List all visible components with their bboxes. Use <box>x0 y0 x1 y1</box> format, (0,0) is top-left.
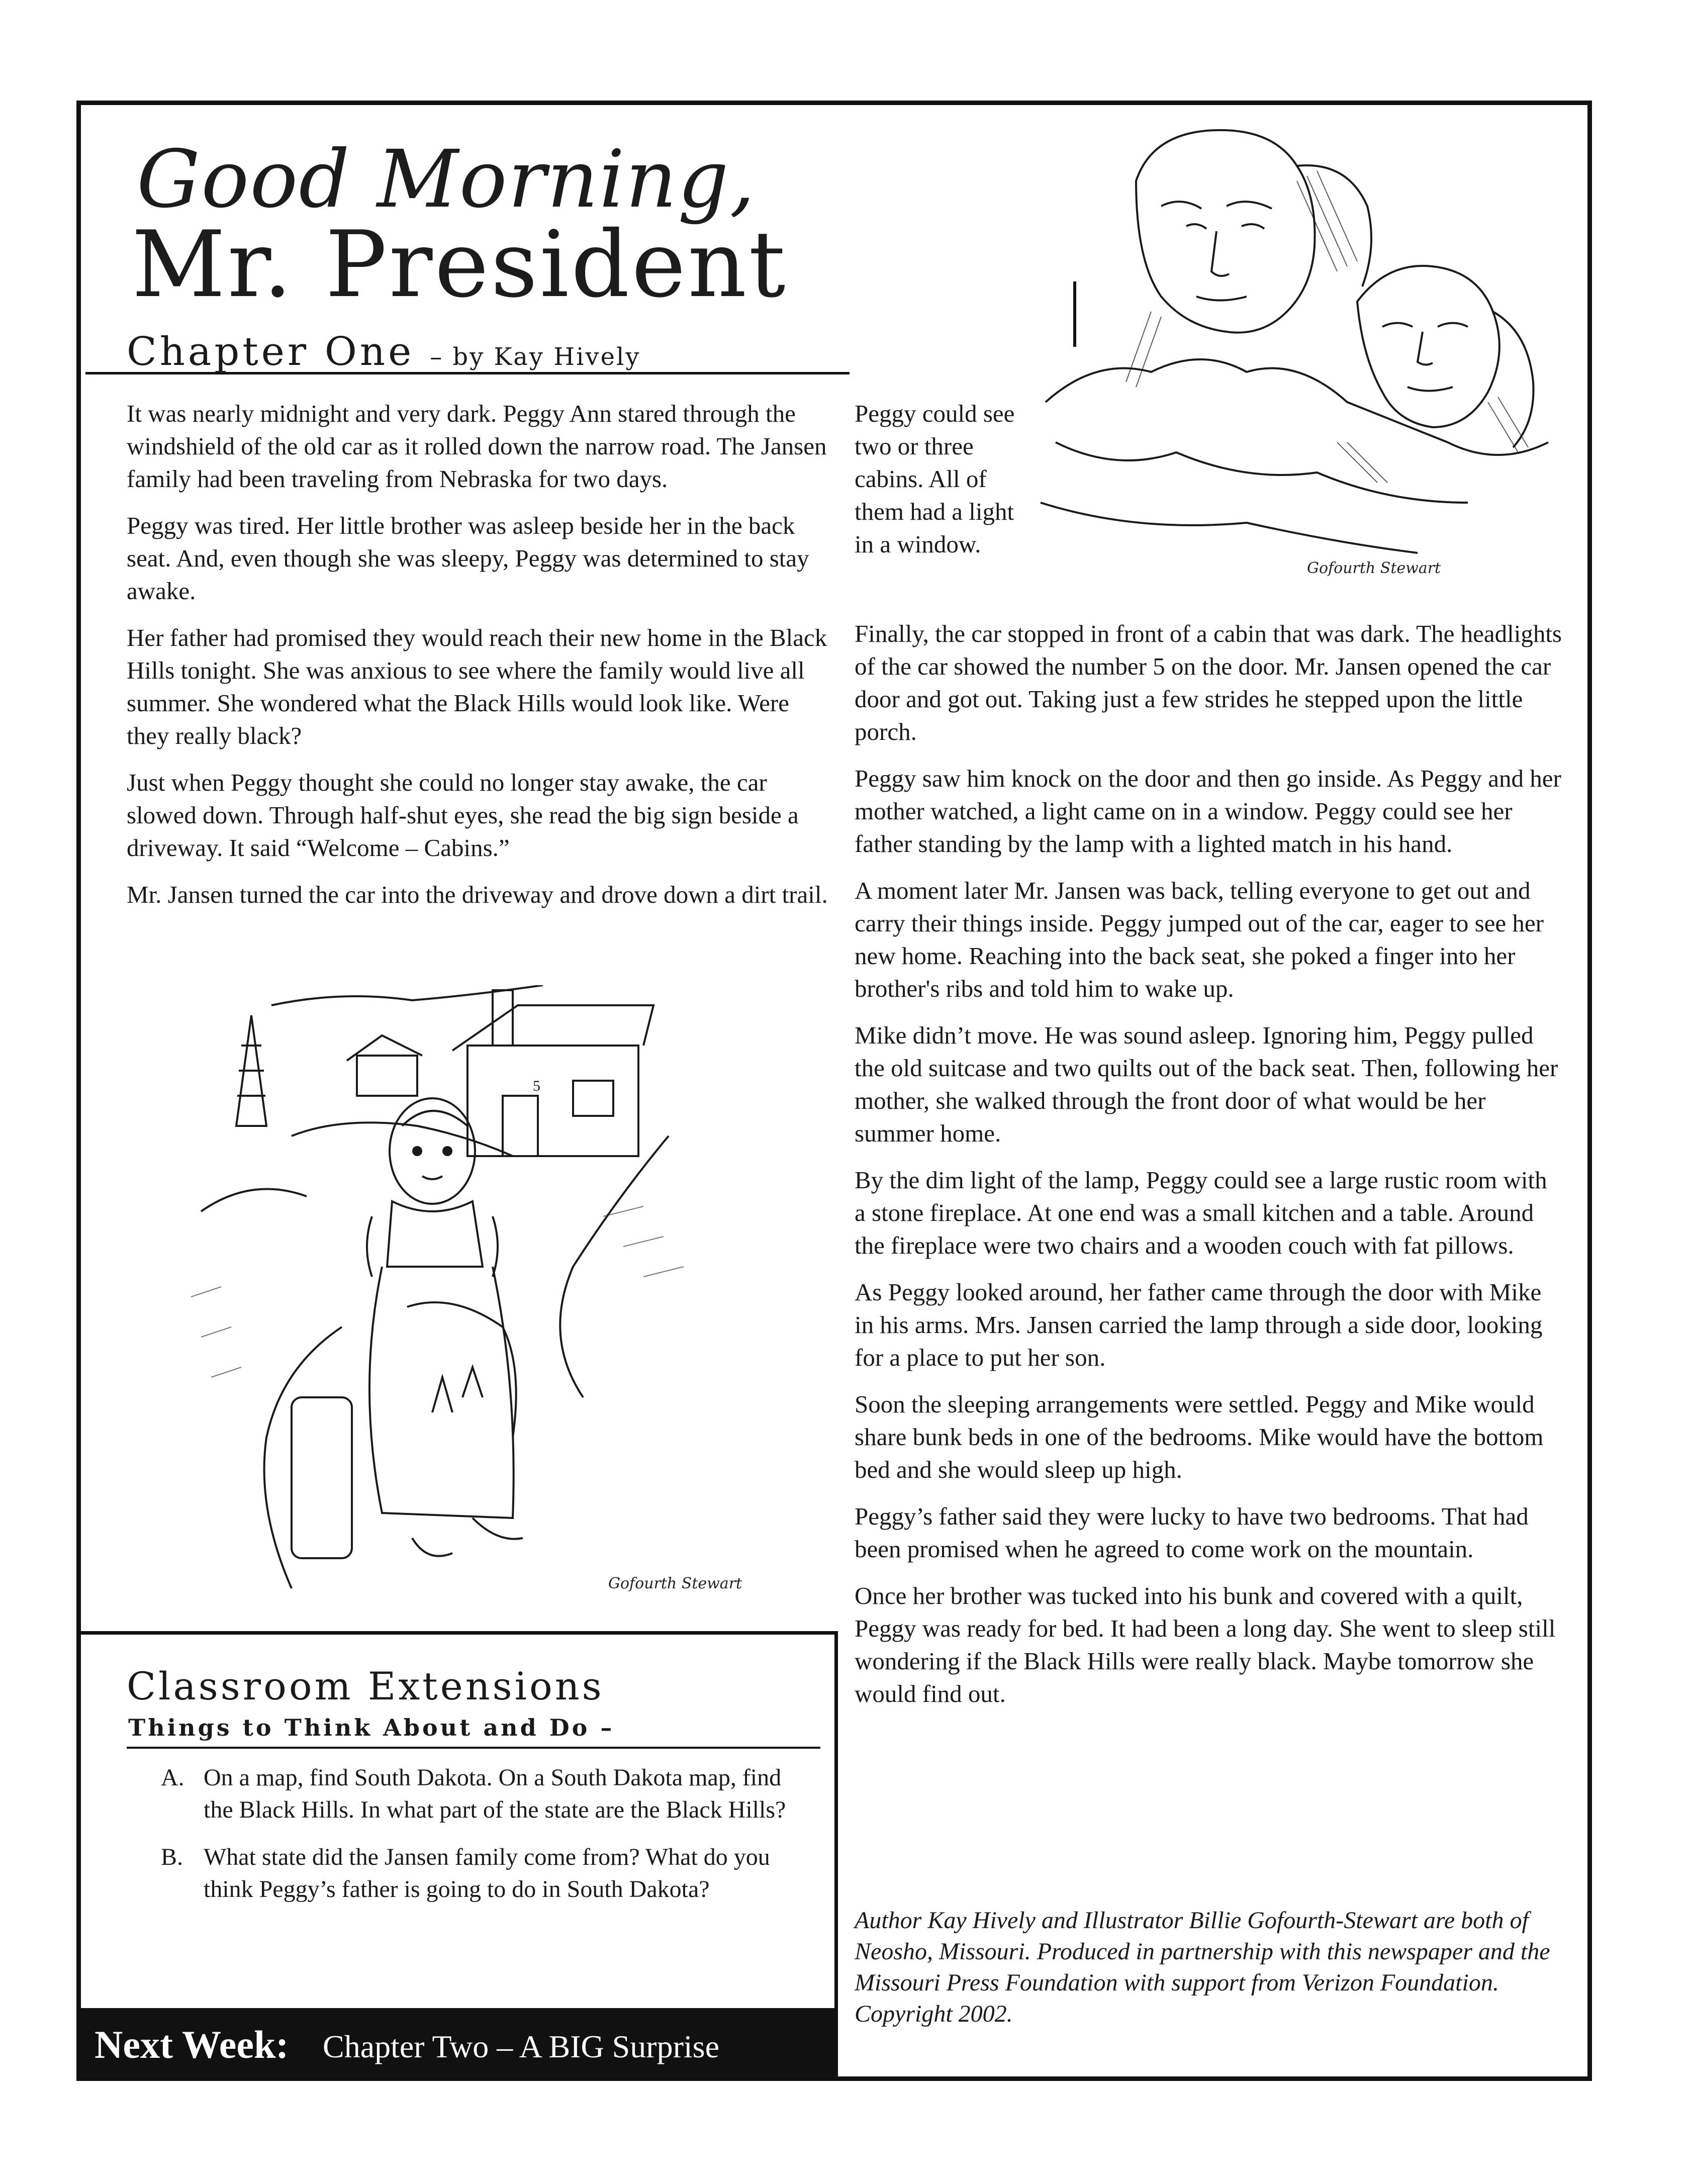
paragraph: Peggy saw him knock on the door and then go inside. As Peggy and her mother watched, a light came on in a window. Peggy could see her father standing by the lamp with a lighted match in his hand. <box>855 765 1561 858</box>
story-right-column <box>855 617 1563 1724</box>
extensions-divider <box>127 1747 820 1749</box>
mount-rushmore-illustration <box>1036 121 1568 623</box>
paragraph: As Peggy looked around, her father came through the door with Mike in his arms. Mrs. Jansen carried the lamp through a side door, looking for a place to put her son. <box>855 1278 1543 1371</box>
item-text: What state did the Jansen family come from? What do you think Peggy’s father is going to do in South Dakota? <box>204 1844 770 1903</box>
list-item <box>161 1762 814 1826</box>
byline: – by Kay Hively <box>430 343 641 371</box>
next-week-label: Next Week: <box>95 2023 289 2066</box>
next-week-text: Chapter Two – A BIG Surprise <box>323 2029 719 2064</box>
paragraph: By the dim light of the lamp, Peggy could see a large rustic room with a stone fireplace. At one end was a small kitchen and a table. Around the fireplace were two chairs and a wooden couch with fat pillows. <box>855 1166 1547 1259</box>
paragraph: Peggy was tired. Her little brother was asleep beside her in the back seat. And, even though she was sleepy, Peggy was determined to stay awake. <box>127 512 809 605</box>
paragraph: A moment later Mr. Jansen was back, telling everyone to get out and carry their things inside. Peggy jumped out of the car, eager to see her new home. Reaching into the back seat, she poked a finger into her brother's ribs and told him to wake up. <box>855 877 1544 1002</box>
paragraph: Mr. Jansen turned the car into the driveway and drove down a dirt trail. <box>127 881 828 908</box>
paragraph: Peggy’s father said they were lucky to have two bedrooms. That had been promised when he agreed to come work on the mountain. <box>855 1502 1529 1563</box>
page-title: Mr. President <box>132 211 788 318</box>
chapter-heading <box>127 329 641 374</box>
extensions-list <box>161 1762 814 1921</box>
extensions-title: Classroom Extensions <box>127 1664 604 1708</box>
paragraph: It was nearly midnight and very dark. Peggy Ann stared through the windshield of the old car as it rolled down the narrow road. The Jansen family had been traveling from Nebraska for two days. <box>127 400 827 493</box>
chapter-title: Chapter One <box>127 329 415 374</box>
item-text: On a map, find South Dakota. On a South Dakota map, find the Black Hills. In what part of the state are the Black Hills? <box>204 1764 786 1823</box>
paragraph: Once her brother was tucked into his bunk and covered with a quilt, Peggy was ready for bed. It had been a long day. She went to sleep still wondering if the Black Hills were really black. Maybe tomorrow she would find out. <box>855 1582 1556 1707</box>
paragraph: Mike didn’t move. He was sound asleep. Ignoring him, Peggy pulled the old suitcase and two quilts out of the back seat. Then, following her mother, she walked through the front door of what would be her summer home. <box>855 1021 1558 1147</box>
item-letter: A. <box>161 1764 184 1791</box>
list-item <box>161 1841 814 1906</box>
paragraph: Just when Peggy thought she could no longer stay awake, the car slowed down. Through half-shut eyes, she read the big sign beside a driveway. It said “Welcome – Cabins.” <box>127 769 799 862</box>
paragraph: Peggy could see two or three cabins. All of them had a light in a window. <box>855 400 1015 558</box>
cabin-number: 5 <box>533 1078 540 1094</box>
credit-note: Author Kay Hively and Illustrator Billie Gofourth-Stewart are both of Neosho, Missouri. Produced in partnership with this newspaper and the Missouri Press Foundation with support from Verizon Foundation. Copyright 2002. <box>855 1907 1550 2027</box>
paragraph: Her father had promised they would reach their new home in the Black Hills tonight. She was anxious to see where the family would live all summer. She wondered what the Black Hills would look like. Were they really black? <box>127 624 827 749</box>
illustrator-signature: Gofourth Stewart <box>608 1575 742 1592</box>
story-narrow-column <box>855 397 1036 575</box>
next-week-bar <box>76 2008 838 2081</box>
story-left-column <box>127 397 830 925</box>
paragraph: Finally, the car stopped in front of a cabin that was dark. The headlights of the car showed the number 5 on the door. Mr. Jansen opened the car door and got out. Taking just a few strides he stepped upon the little porch. <box>855 620 1562 745</box>
cabin-girl-illustration <box>191 985 819 1608</box>
extensions-subtitle: Things to Think About and Do – <box>128 1714 615 1741</box>
item-letter: B. <box>161 1844 183 1870</box>
paragraph: Soon the sleeping arrangements were settled. Peggy and Mike would share bunk beds in one of the bedrooms. Mike would have the bottom bed and she would sleep up high. <box>855 1390 1544 1483</box>
title-script: Good Morning, <box>137 133 756 226</box>
illustrator-signature: Gofourth Stewart <box>1307 559 1441 577</box>
